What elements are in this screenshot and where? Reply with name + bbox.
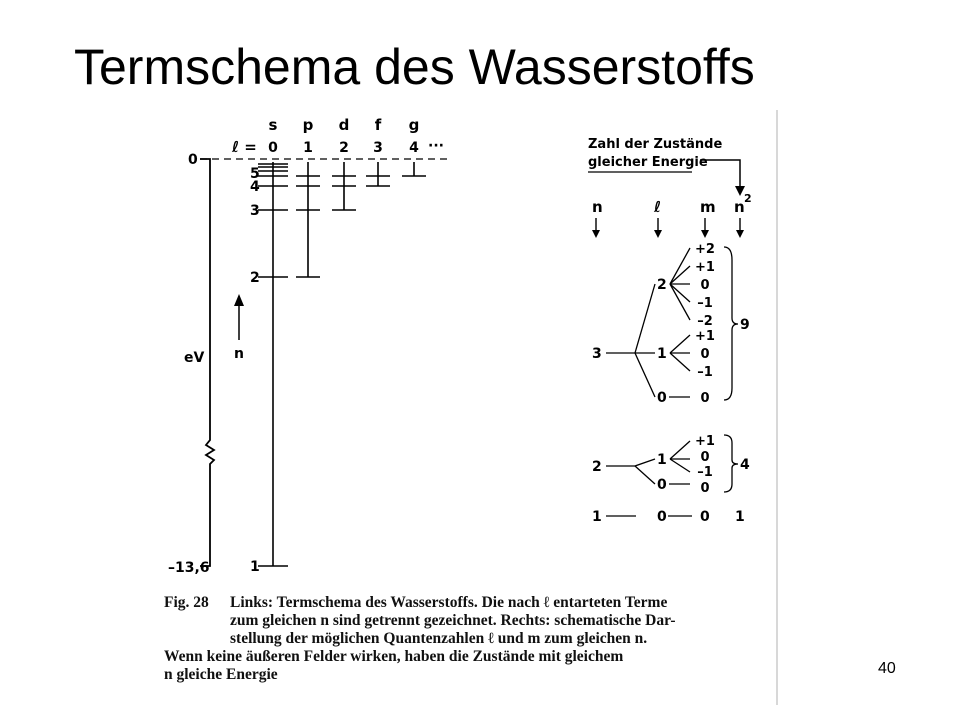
n3-l1-m-2: –1 <box>697 365 713 380</box>
n2-l1-m-1: 0 <box>700 450 710 465</box>
col-m: m <box>700 198 716 216</box>
n3-l1-m-1: 0 <box>700 347 710 362</box>
column-arrow-heads-icon <box>592 230 744 238</box>
n3-l2-m-3: –1 <box>697 296 713 311</box>
n-level-2: 2 <box>250 270 260 286</box>
n-level-4: 4 <box>250 179 260 195</box>
n-level-3: 3 <box>250 203 260 219</box>
n3-l2-m-4: –2 <box>697 314 713 329</box>
n3-l0-m: 0 <box>700 391 710 406</box>
caption-line: Links: Termschema des Wasserstoffs. Die nach ℓ entarteten Terme <box>230 594 668 611</box>
n3-labels <box>592 277 750 406</box>
caption-line: n gleiche Energie <box>164 666 278 683</box>
n2-n: 2 <box>592 459 602 475</box>
n2-l1-m-2: –1 <box>697 465 713 480</box>
n-level-labels <box>250 166 260 575</box>
slide-title: Termschema des Wasserstoffs <box>74 39 755 95</box>
caption-body <box>230 594 774 648</box>
hydrogen-term-diagram <box>160 110 780 705</box>
col-n2-superscript: 2 <box>744 192 752 205</box>
n2-l1: 1 <box>657 452 667 468</box>
n1-count: 1 <box>735 509 745 525</box>
subshell-letters <box>269 116 420 134</box>
letter-g: g <box>408 116 420 134</box>
l-value-0: 0 <box>268 140 278 156</box>
header-line-1: Zahl der Zustände <box>588 137 723 152</box>
letter-f: f <box>374 116 382 134</box>
n3-n: 3 <box>592 346 602 362</box>
column-headers <box>592 192 752 216</box>
caption-line: stellung der möglichen Quantenzahlen ℓ und m zum gleichen n. <box>230 630 648 647</box>
header-line-2: gleicher Energie <box>588 155 708 170</box>
col-n2: n <box>734 198 745 216</box>
n3-count: 9 <box>740 317 750 333</box>
n3-l2-m-1: +1 <box>695 260 715 275</box>
letter-d: d <box>338 116 350 134</box>
n2-tree-lines <box>606 435 738 492</box>
ev-unit-label: eV <box>184 350 205 366</box>
l-label: ℓ = <box>232 138 257 156</box>
n3-l1: 1 <box>657 346 667 362</box>
l-value-4: 4 <box>409 140 419 156</box>
l-value-2: 2 <box>339 140 349 156</box>
n3-l2-m-2: 0 <box>700 278 710 293</box>
n-level-5: 5 <box>250 166 260 182</box>
n1-labels <box>592 509 745 525</box>
n2-l1-m-0: +1 <box>695 434 715 449</box>
l-value-1: 1 <box>303 140 313 156</box>
caption-line: Wenn keine äußeren Felder wirken, haben die Zustände mit gleichem <box>164 648 624 665</box>
l-ellipsis: ··· <box>428 138 444 154</box>
n3-l2-m-0: +2 <box>695 242 715 257</box>
letter-s: s <box>268 116 278 134</box>
n3-m-values <box>695 242 715 406</box>
page-number: 40 <box>878 660 896 677</box>
n2-count: 4 <box>740 457 750 473</box>
n2-m-values <box>695 434 715 496</box>
n3-tree-lines <box>606 247 738 400</box>
caption-line: zum gleichen n sind getrennt gezeichnet. Rechts: schematische Dar- <box>230 612 676 629</box>
n1-l0: 0 <box>657 509 667 525</box>
l-values <box>268 140 419 156</box>
n1-m: 0 <box>700 509 710 525</box>
n3-l1-m-0: +1 <box>695 329 715 344</box>
column-arrows <box>596 218 740 232</box>
caption-label: Fig. 28 <box>164 594 209 611</box>
term-diagram-svg <box>160 110 780 590</box>
energy-bottom-label: –13,6 <box>168 560 210 576</box>
figure-caption <box>164 594 774 684</box>
n-arrow-head-icon <box>234 294 244 306</box>
n-level-1: 1 <box>250 559 260 575</box>
n3-l0: 0 <box>657 390 667 406</box>
l-value-3: 3 <box>373 140 383 156</box>
letter-p: p <box>302 116 314 134</box>
col-l: ℓ <box>654 198 662 216</box>
n1-n: 1 <box>592 509 602 525</box>
col-n: n <box>592 198 603 216</box>
n2-l0-m: 0 <box>700 481 710 496</box>
n3-l2: 2 <box>657 277 667 293</box>
n2-l0: 0 <box>657 477 667 493</box>
n-arrow-label: n <box>234 346 244 362</box>
scan-edge <box>776 110 778 705</box>
energy-zero-label: 0 <box>188 152 198 168</box>
level-ticks <box>258 164 426 566</box>
